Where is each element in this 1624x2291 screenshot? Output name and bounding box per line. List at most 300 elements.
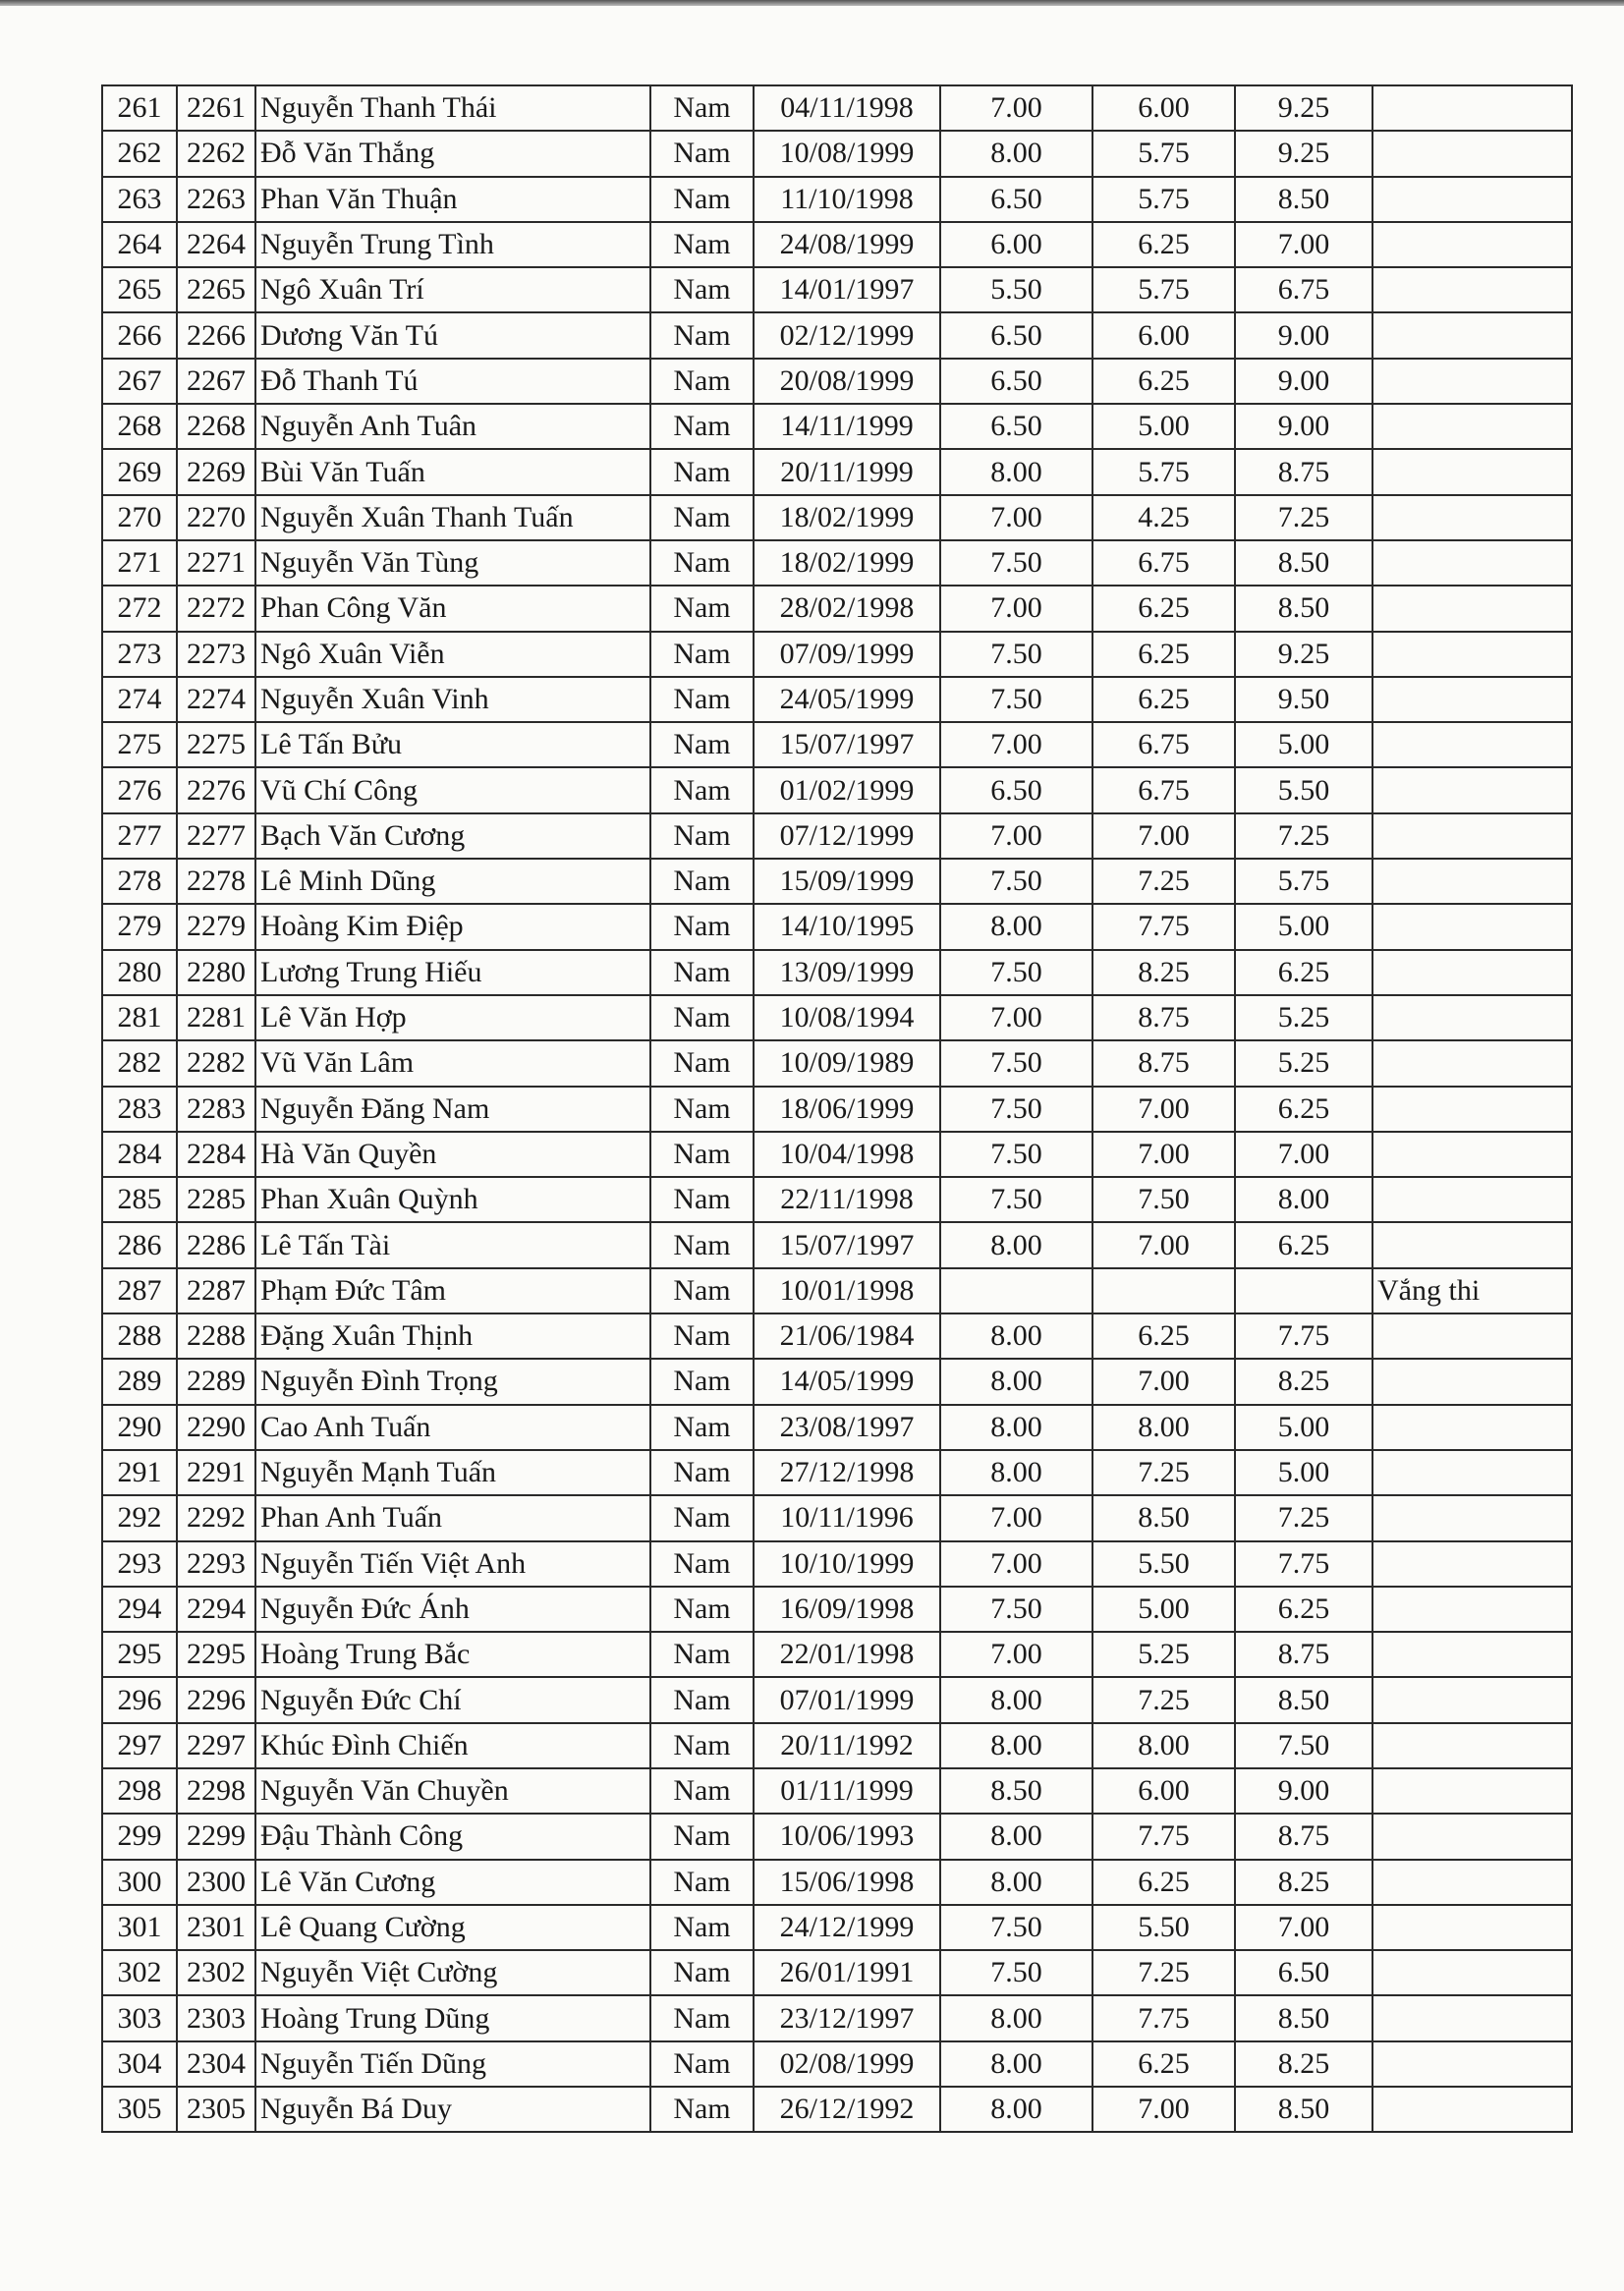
candidate-number-cell: 2303: [177, 1995, 255, 2040]
candidate-number-cell: 2276: [177, 767, 255, 812]
date-of-birth-cell: 01/02/1999: [754, 767, 940, 812]
gender-cell: Nam: [650, 859, 754, 904]
score-3-cell: 8.00: [1235, 1177, 1372, 1222]
table-row: [102, 1950, 1572, 1995]
candidate-name-cell: Nguyễn Bá Duy: [255, 2087, 650, 2132]
row-number-cell: 278: [102, 859, 177, 904]
note-cell: [1372, 1995, 1572, 2040]
score-2-cell: 6.00: [1092, 312, 1235, 358]
candidate-name-cell: Phan Anh Tuấn: [255, 1495, 650, 1540]
row-number-cell: 281: [102, 995, 177, 1040]
candidate-number-cell: 2290: [177, 1405, 255, 1450]
score-2-cell: 7.25: [1092, 1950, 1235, 1995]
date-of-birth-cell: 10/08/1999: [754, 131, 940, 176]
candidate-number-cell: 2273: [177, 632, 255, 677]
candidate-name-cell: Hà Văn Quyền: [255, 1132, 650, 1177]
gender-cell: Nam: [650, 1587, 754, 1632]
date-of-birth-cell: 10/08/1994: [754, 995, 940, 1040]
score-3-cell: 7.00: [1235, 1905, 1372, 1950]
gender-cell: Nam: [650, 813, 754, 859]
candidate-name-cell: Lê Văn Hợp: [255, 995, 650, 1040]
date-of-birth-cell: 14/01/1997: [754, 267, 940, 312]
table-row: [102, 540, 1572, 586]
score-2-cell: 7.25: [1092, 859, 1235, 904]
row-number-cell: 269: [102, 449, 177, 494]
table-row: [102, 1405, 1572, 1450]
table-row: [102, 1313, 1572, 1359]
score-3-cell: 5.25: [1235, 995, 1372, 1040]
gender-cell: Nam: [650, 1905, 754, 1950]
score-1-cell: 8.00: [940, 1723, 1092, 1768]
date-of-birth-cell: 24/08/1999: [754, 222, 940, 267]
gender-cell: Nam: [650, 1359, 754, 1404]
candidate-name-cell: Nguyễn Đức Chí: [255, 1677, 650, 1722]
candidate-number-cell: 2287: [177, 1268, 255, 1313]
gender-cell: Nam: [650, 177, 754, 222]
candidate-name-cell: Nguyễn Đăng Nam: [255, 1087, 650, 1132]
score-3-cell: 9.00: [1235, 1768, 1372, 1814]
score-3-cell: 7.25: [1235, 1495, 1372, 1540]
candidate-number-cell: 2285: [177, 1177, 255, 1222]
score-1-cell: 8.00: [940, 2041, 1092, 2087]
score-1-cell: 7.50: [940, 1587, 1092, 1632]
date-of-birth-cell: 26/12/1992: [754, 2087, 940, 2132]
date-of-birth-cell: 02/08/1999: [754, 2041, 940, 2087]
score-1-cell: 7.00: [940, 1632, 1092, 1677]
row-number-cell: 292: [102, 1495, 177, 1540]
gender-cell: Nam: [650, 404, 754, 449]
row-number-cell: 261: [102, 85, 177, 131]
date-of-birth-cell: 10/10/1999: [754, 1541, 940, 1587]
row-number-cell: 265: [102, 267, 177, 312]
score-2-cell: 5.50: [1092, 1541, 1235, 1587]
candidate-name-cell: Nguyễn Đình Trọng: [255, 1359, 650, 1404]
table-row: [102, 767, 1572, 812]
score-3-cell: 8.75: [1235, 449, 1372, 494]
row-number-cell: 288: [102, 1313, 177, 1359]
candidate-number-cell: 2262: [177, 131, 255, 176]
gender-cell: Nam: [650, 2041, 754, 2087]
score-2-cell: 7.25: [1092, 1677, 1235, 1722]
score-3-cell: 9.00: [1235, 312, 1372, 358]
table-row: [102, 1723, 1572, 1768]
candidate-number-cell: 2286: [177, 1222, 255, 1267]
gender-cell: Nam: [650, 950, 754, 995]
score-2-cell: 6.75: [1092, 767, 1235, 812]
score-3-cell: 5.00: [1235, 1405, 1372, 1450]
gender-cell: Nam: [650, 312, 754, 358]
gender-cell: Nam: [650, 1405, 754, 1450]
candidate-number-cell: 2291: [177, 1450, 255, 1495]
note-cell: [1372, 767, 1572, 812]
candidate-number-cell: 2298: [177, 1768, 255, 1814]
score-1-cell: 7.00: [940, 995, 1092, 1040]
score-2-cell: 8.00: [1092, 1405, 1235, 1450]
date-of-birth-cell: 10/11/1996: [754, 1495, 940, 1540]
note-cell: Vắng thi: [1372, 1268, 1572, 1313]
score-3-cell: 8.75: [1235, 1814, 1372, 1859]
candidate-number-cell: 2270: [177, 495, 255, 540]
score-3-cell: 8.50: [1235, 1995, 1372, 2040]
candidate-number-cell: 2284: [177, 1132, 255, 1177]
candidate-name-cell: Phan Xuân Quỳnh: [255, 1177, 650, 1222]
table-row: [102, 1495, 1572, 1540]
score-3-cell: 5.50: [1235, 767, 1372, 812]
note-cell: [1372, 1541, 1572, 1587]
note-cell: [1372, 632, 1572, 677]
candidate-name-cell: Khúc Đình Chiến: [255, 1723, 650, 1768]
gender-cell: Nam: [650, 131, 754, 176]
candidate-name-cell: Lương Trung Hiếu: [255, 950, 650, 995]
candidate-name-cell: Nguyễn Mạnh Tuấn: [255, 1450, 650, 1495]
note-cell: [1372, 1632, 1572, 1677]
row-number-cell: 296: [102, 1677, 177, 1722]
note-cell: [1372, 85, 1572, 131]
date-of-birth-cell: 20/11/1999: [754, 449, 940, 494]
note-cell: [1372, 677, 1572, 722]
row-number-cell: 284: [102, 1132, 177, 1177]
note-cell: [1372, 2041, 1572, 2087]
score-3-cell: 9.25: [1235, 131, 1372, 176]
candidate-name-cell: Nguyễn Trung Tình: [255, 222, 650, 267]
candidate-number-cell: 2275: [177, 722, 255, 767]
candidate-number-cell: 2280: [177, 950, 255, 995]
date-of-birth-cell: 10/01/1998: [754, 1268, 940, 1313]
note-cell: [1372, 1177, 1572, 1222]
date-of-birth-cell: 07/09/1999: [754, 632, 940, 677]
candidate-number-cell: 2272: [177, 586, 255, 631]
candidate-name-cell: Nguyễn Tiến Dũng: [255, 2041, 650, 2087]
table-row: [102, 267, 1572, 312]
row-number-cell: 263: [102, 177, 177, 222]
date-of-birth-cell: 11/10/1998: [754, 177, 940, 222]
candidate-name-cell: Bùi Văn Tuấn: [255, 449, 650, 494]
candidate-name-cell: Nguyễn Việt Cường: [255, 1950, 650, 1995]
candidate-number-cell: 2299: [177, 1814, 255, 1859]
date-of-birth-cell: 22/11/1998: [754, 1177, 940, 1222]
gender-cell: Nam: [650, 449, 754, 494]
score-2-cell: 6.25: [1092, 1313, 1235, 1359]
candidate-name-cell: Lê Tấn Bửu: [255, 722, 650, 767]
score-3-cell: 8.25: [1235, 1359, 1372, 1404]
candidate-name-cell: Đỗ Văn Thắng: [255, 131, 650, 176]
candidate-number-cell: 2268: [177, 404, 255, 449]
score-1-cell: [940, 1268, 1092, 1313]
score-3-cell: 9.25: [1235, 85, 1372, 131]
row-number-cell: 272: [102, 586, 177, 631]
score-2-cell: 5.25: [1092, 1632, 1235, 1677]
row-number-cell: 297: [102, 1723, 177, 1768]
table-row: [102, 1995, 1572, 2040]
date-of-birth-cell: 15/07/1997: [754, 722, 940, 767]
gender-cell: Nam: [650, 1677, 754, 1722]
gender-cell: Nam: [650, 1814, 754, 1859]
table-row: [102, 1132, 1572, 1177]
note-cell: [1372, 1495, 1572, 1540]
candidate-number-cell: 2266: [177, 312, 255, 358]
gender-cell: Nam: [650, 1268, 754, 1313]
candidate-number-cell: 2264: [177, 222, 255, 267]
table-row: [102, 1860, 1572, 1905]
candidate-number-cell: 2302: [177, 1950, 255, 1995]
score-2-cell: 8.75: [1092, 1040, 1235, 1086]
row-number-cell: 293: [102, 1541, 177, 1587]
score-table: [101, 84, 1573, 2133]
date-of-birth-cell: 24/05/1999: [754, 677, 940, 722]
candidate-name-cell: Ngô Xuân Viễn: [255, 632, 650, 677]
score-1-cell: 7.50: [940, 1132, 1092, 1177]
score-3-cell: 9.50: [1235, 677, 1372, 722]
score-1-cell: 6.50: [940, 404, 1092, 449]
candidate-number-cell: 2274: [177, 677, 255, 722]
score-3-cell: 7.50: [1235, 1723, 1372, 1768]
gender-cell: Nam: [650, 540, 754, 586]
candidate-number-cell: 2297: [177, 1723, 255, 1768]
scan-edge: [0, 0, 1624, 6]
row-number-cell: 301: [102, 1905, 177, 1950]
date-of-birth-cell: 27/12/1998: [754, 1450, 940, 1495]
date-of-birth-cell: 21/06/1984: [754, 1313, 940, 1359]
candidate-name-cell: Lê Tấn Tài: [255, 1222, 650, 1267]
table-body: [102, 85, 1572, 2132]
note-cell: [1372, 950, 1572, 995]
score-3-cell: 6.75: [1235, 267, 1372, 312]
score-1-cell: 8.00: [940, 1405, 1092, 1450]
score-2-cell: 7.50: [1092, 1177, 1235, 1222]
row-number-cell: 295: [102, 1632, 177, 1677]
note-cell: [1372, 1132, 1572, 1177]
score-2-cell: 5.00: [1092, 1587, 1235, 1632]
gender-cell: Nam: [650, 495, 754, 540]
date-of-birth-cell: 07/01/1999: [754, 1677, 940, 1722]
table-row: [102, 586, 1572, 631]
table-row: [102, 222, 1572, 267]
row-number-cell: 266: [102, 312, 177, 358]
score-1-cell: 7.50: [940, 677, 1092, 722]
score-2-cell: 6.00: [1092, 1768, 1235, 1814]
score-1-cell: 7.50: [940, 1087, 1092, 1132]
row-number-cell: 271: [102, 540, 177, 586]
score-1-cell: 6.50: [940, 767, 1092, 812]
score-2-cell: [1092, 1268, 1235, 1313]
table-row: [102, 2087, 1572, 2132]
table-row: [102, 632, 1572, 677]
row-number-cell: 275: [102, 722, 177, 767]
row-number-cell: 286: [102, 1222, 177, 1267]
score-3-cell: 7.00: [1235, 1132, 1372, 1177]
table-row: [102, 85, 1572, 131]
candidate-number-cell: 2265: [177, 267, 255, 312]
date-of-birth-cell: 10/09/1989: [754, 1040, 940, 1086]
date-of-birth-cell: 10/04/1998: [754, 1132, 940, 1177]
note-cell: [1372, 1814, 1572, 1859]
score-3-cell: 8.50: [1235, 1677, 1372, 1722]
row-number-cell: 262: [102, 131, 177, 176]
score-1-cell: 8.00: [940, 131, 1092, 176]
table-row: [102, 1632, 1572, 1677]
table-row: [102, 859, 1572, 904]
row-number-cell: 280: [102, 950, 177, 995]
candidate-number-cell: 2269: [177, 449, 255, 494]
score-1-cell: 6.50: [940, 177, 1092, 222]
date-of-birth-cell: 20/08/1999: [754, 359, 940, 404]
row-number-cell: 274: [102, 677, 177, 722]
score-2-cell: 8.50: [1092, 1495, 1235, 1540]
date-of-birth-cell: 23/08/1997: [754, 1405, 940, 1450]
score-3-cell: 8.50: [1235, 2087, 1372, 2132]
candidate-number-cell: 2281: [177, 995, 255, 1040]
note-cell: [1372, 177, 1572, 222]
candidate-name-cell: Nguyễn Anh Tuân: [255, 404, 650, 449]
score-3-cell: 6.25: [1235, 1222, 1372, 1267]
note-cell: [1372, 1860, 1572, 1905]
table-row: [102, 1359, 1572, 1404]
table-row: [102, 995, 1572, 1040]
candidate-number-cell: 2261: [177, 85, 255, 131]
gender-cell: Nam: [650, 767, 754, 812]
note-cell: [1372, 1040, 1572, 1086]
score-1-cell: 7.00: [940, 722, 1092, 767]
note-cell: [1372, 131, 1572, 176]
candidate-name-cell: Nguyễn Xuân Thanh Tuấn: [255, 495, 650, 540]
candidate-number-cell: 2277: [177, 813, 255, 859]
row-number-cell: 290: [102, 1405, 177, 1450]
candidate-number-cell: 2296: [177, 1677, 255, 1722]
row-number-cell: 287: [102, 1268, 177, 1313]
candidate-name-cell: Bạch Văn Cương: [255, 813, 650, 859]
row-number-cell: 270: [102, 495, 177, 540]
candidate-name-cell: Nguyễn Văn Chuyền: [255, 1768, 650, 1814]
date-of-birth-cell: 23/12/1997: [754, 1995, 940, 2040]
score-3-cell: 6.25: [1235, 1587, 1372, 1632]
table-row: [102, 1905, 1572, 1950]
score-2-cell: 5.00: [1092, 404, 1235, 449]
score-1-cell: 8.00: [940, 904, 1092, 949]
note-cell: [1372, 540, 1572, 586]
note-cell: [1372, 222, 1572, 267]
candidate-number-cell: 2278: [177, 859, 255, 904]
note-cell: [1372, 2087, 1572, 2132]
score-2-cell: 8.00: [1092, 1723, 1235, 1768]
table-row: [102, 1677, 1572, 1722]
row-number-cell: 273: [102, 632, 177, 677]
note-cell: [1372, 1950, 1572, 1995]
date-of-birth-cell: 13/09/1999: [754, 950, 940, 995]
row-number-cell: 299: [102, 1814, 177, 1859]
score-1-cell: 7.00: [940, 586, 1092, 631]
table-row: [102, 950, 1572, 995]
score-2-cell: 5.75: [1092, 131, 1235, 176]
score-1-cell: 7.50: [940, 1040, 1092, 1086]
gender-cell: Nam: [650, 586, 754, 631]
table-row: [102, 1087, 1572, 1132]
row-number-cell: 289: [102, 1359, 177, 1404]
gender-cell: Nam: [650, 267, 754, 312]
score-1-cell: 7.50: [940, 1177, 1092, 1222]
candidate-number-cell: 2263: [177, 177, 255, 222]
score-2-cell: 6.00: [1092, 85, 1235, 131]
candidate-number-cell: 2279: [177, 904, 255, 949]
date-of-birth-cell: 18/02/1999: [754, 540, 940, 586]
candidate-name-cell: Vũ Văn Lâm: [255, 1040, 650, 1086]
table-row: [102, 722, 1572, 767]
score-3-cell: 8.50: [1235, 540, 1372, 586]
score-1-cell: 6.50: [940, 359, 1092, 404]
gender-cell: Nam: [650, 1860, 754, 1905]
candidate-name-cell: Lê Văn Cương: [255, 1860, 650, 1905]
row-number-cell: 268: [102, 404, 177, 449]
candidate-name-cell: Dương Văn Tú: [255, 312, 650, 358]
date-of-birth-cell: 28/02/1998: [754, 586, 940, 631]
score-3-cell: 8.25: [1235, 1860, 1372, 1905]
date-of-birth-cell: 14/10/1995: [754, 904, 940, 949]
candidate-name-cell: Nguyễn Xuân Vinh: [255, 677, 650, 722]
date-of-birth-cell: 24/12/1999: [754, 1905, 940, 1950]
table-row: [102, 1450, 1572, 1495]
score-3-cell: 7.25: [1235, 813, 1372, 859]
score-3-cell: 7.75: [1235, 1313, 1372, 1359]
row-number-cell: 298: [102, 1768, 177, 1814]
candidate-number-cell: 2300: [177, 1860, 255, 1905]
row-number-cell: 294: [102, 1587, 177, 1632]
date-of-birth-cell: 04/11/1998: [754, 85, 940, 131]
gender-cell: Nam: [650, 1768, 754, 1814]
score-1-cell: 8.00: [940, 1814, 1092, 1859]
row-number-cell: 302: [102, 1950, 177, 1995]
candidate-name-cell: Đỗ Thanh Tú: [255, 359, 650, 404]
gender-cell: Nam: [650, 995, 754, 1040]
candidate-number-cell: 2294: [177, 1587, 255, 1632]
gender-cell: Nam: [650, 1040, 754, 1086]
candidate-name-cell: Phạm Đức Tâm: [255, 1268, 650, 1313]
score-2-cell: 6.75: [1092, 722, 1235, 767]
score-3-cell: 7.75: [1235, 1541, 1372, 1587]
gender-cell: Nam: [650, 904, 754, 949]
candidate-name-cell: Cao Anh Tuấn: [255, 1405, 650, 1450]
score-1-cell: 8.00: [940, 1222, 1092, 1267]
score-1-cell: 7.50: [940, 1905, 1092, 1950]
score-2-cell: 5.75: [1092, 267, 1235, 312]
score-3-cell: 5.00: [1235, 1450, 1372, 1495]
score-2-cell: 5.75: [1092, 177, 1235, 222]
table-row: [102, 495, 1572, 540]
date-of-birth-cell: 15/07/1997: [754, 1222, 940, 1267]
score-3-cell: 5.00: [1235, 722, 1372, 767]
gender-cell: Nam: [650, 1087, 754, 1132]
row-number-cell: 267: [102, 359, 177, 404]
candidate-name-cell: Đậu Thành Công: [255, 1814, 650, 1859]
score-2-cell: 6.25: [1092, 586, 1235, 631]
gender-cell: Nam: [650, 632, 754, 677]
gender-cell: Nam: [650, 85, 754, 131]
gender-cell: Nam: [650, 1723, 754, 1768]
table-row: [102, 131, 1572, 176]
score-3-cell: 7.25: [1235, 495, 1372, 540]
table-row: [102, 449, 1572, 494]
table-row: [102, 1587, 1572, 1632]
candidate-number-cell: 2301: [177, 1905, 255, 1950]
score-3-cell: 5.00: [1235, 904, 1372, 949]
score-1-cell: 8.00: [940, 1860, 1092, 1905]
note-cell: [1372, 995, 1572, 1040]
score-3-cell: 7.00: [1235, 222, 1372, 267]
score-2-cell: 8.75: [1092, 995, 1235, 1040]
row-number-cell: 282: [102, 1040, 177, 1086]
date-of-birth-cell: 10/06/1993: [754, 1814, 940, 1859]
note-cell: [1372, 1359, 1572, 1404]
row-number-cell: 264: [102, 222, 177, 267]
score-1-cell: 8.00: [940, 1677, 1092, 1722]
